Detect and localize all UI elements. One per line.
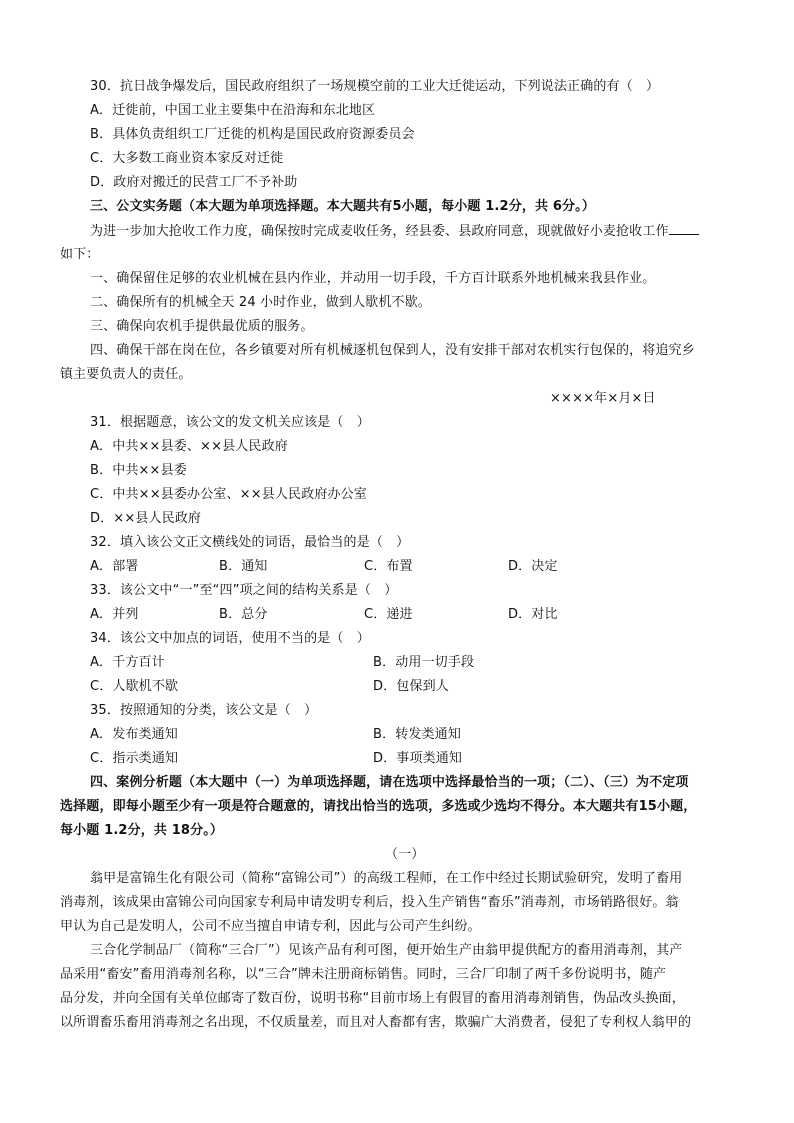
fill-in-blank <box>669 223 699 235</box>
q34-option-d: D．包保到人 <box>373 679 449 694</box>
q32-stem: 32．填入该公文正文横线处的词语，最恰当的是（ ） <box>90 535 410 550</box>
case-paragraph-2-line-3: 品分发，并向全国有关单位邮寄了数百份，说明书称“目前市场上有假冒的畜用消毒剂销售，伪品改头换面， <box>60 991 685 1006</box>
q34-option-c: C．人歇机不歇 <box>90 679 179 694</box>
q34-option-b: B．动用一切手段 <box>373 655 475 670</box>
q30-option-b: B．具体负责组织工厂迁徙的机构是国民政府资源委员会 <box>90 127 415 142</box>
q31-option-d: D．××县人民政府 <box>90 511 202 526</box>
q30-option-a: A．迁徙前，中国工业主要集中在沿海和东北地区 <box>90 103 376 118</box>
case-paragraph-1-line-1: 翁甲是富锦生化有限公司（简称“富锦公司”）的高级工程师，在工作中经过长期试验研究，发明了畜用 <box>90 871 683 886</box>
q32-option-a: A．部署 <box>90 559 139 574</box>
case-paragraph-1-line-2: 消毒剂，该成果由富锦公司向国家专利局申请发明专利后，投入生产销售“畜乐”消毒剂，市场销路很好。翁 <box>60 895 679 910</box>
q30-option-d: D．政府对搬迁的民营工厂不予补助 <box>90 175 298 190</box>
q30-option-c: C．大多数工商业资本家反对迁徙 <box>90 151 284 166</box>
q31-stem: 31．根据题意，该公文的发文机关应该是（ ） <box>90 415 370 430</box>
section4-heading-line-2: 选择题，即每小题至少有一项是符合题意的，请找出恰当的选项，多选或少选均不得分。本大题共有15小题， <box>60 799 697 814</box>
q33-option-a: A．并列 <box>90 607 139 622</box>
case-paragraph-2-line-4: 以所谓畜乐畜用消毒剂之名出现，不仅质量差，而且对人畜都有害，欺骗广大消费者，侵犯了专利权人翁甲的 <box>60 1015 692 1030</box>
q33-option-b: B．总分 <box>219 607 268 622</box>
doc-item-3: 三、确保向农机手提供最优质的服务。 <box>90 319 314 334</box>
q32-option-b: B．通知 <box>219 559 268 574</box>
q33-option-d: D．对比 <box>508 607 558 622</box>
q31-option-c: C．中共××县委办公室、××县人民政府办公室 <box>90 487 367 502</box>
doc-item-4-line-1: 四、确保干部在岗在位，各乡镇要对所有机械逐机包保到人，没有安排干部对农机实行包保的，将追究乡 <box>90 343 695 358</box>
section4-heading-line-3: 每小题 1.2分，共 18分。） <box>60 823 224 838</box>
doc-item-2: 二、确保所有的机械全天 24 小时作业，做到人歇机不歇。 <box>90 295 432 310</box>
q32-option-c: C．布置 <box>364 559 413 574</box>
case-paragraph-1-line-3: 甲认为自己是发明人，公司不应当擅自申请专利，因此与公司产生纠纷。 <box>60 919 481 934</box>
q34-stem: 34．该公文中加点的词语，使用不当的是（ ） <box>90 631 370 646</box>
case-label: （一） <box>385 847 425 862</box>
q35-option-d: D．事项类通知 <box>373 751 463 766</box>
q35-option-b: B．转发类通知 <box>373 727 461 742</box>
doc-item-1: 一、确保留住足够的农业机械在县内作业，并动用一切手段，千方百计联系外地机械来我县作业。 <box>90 271 656 286</box>
q30-stem: 30．抗日战争爆发后，国民政府组织了一场规模空前的工业大迁徙运动，下列说法正确的有（ ） <box>90 79 660 94</box>
q32-option-d: D．决定 <box>508 559 558 574</box>
doc-intro-line-1 <box>90 223 699 240</box>
section3-heading: 三、公文实务题（本大题为单项选择题。本大题共有5小题，每小题 1.2分，共 6分。） <box>90 199 595 214</box>
doc-date: ××××年×月×日 <box>550 391 656 406</box>
q35-option-a: A．发布类通知 <box>90 727 178 742</box>
case-paragraph-2-line-2: 品采用“畜安”畜用消毒剂名称，以“三合”牌未注册商标销售。同时，三合厂印制了两千多份说明书，随产 <box>60 967 667 982</box>
q33-stem: 33．该公文中“一”至“四”项之间的结构关系是（ ） <box>90 583 398 598</box>
q35-option-c: C．指示类通知 <box>90 751 179 766</box>
q31-option-b: B．中共××县委 <box>90 463 187 478</box>
q33-option-c: C．递进 <box>364 607 413 622</box>
doc-item-4-line-2: 镇主要负责人的责任。 <box>60 367 192 382</box>
q34-option-a: A．千方百计 <box>90 655 165 670</box>
doc-intro-text: 为进一步加大抢收工作力度，确保按时完成麦收任务，经县委、县政府同意，现就做好小麦抢收工作 <box>90 224 669 239</box>
doc-intro-line-2: 如下： <box>60 247 100 262</box>
q35-stem: 35．按照通知的分类，该公文是（ ） <box>90 703 318 718</box>
q31-option-a: A．中共××县委、××县人民政府 <box>90 439 288 454</box>
section4-heading-line-1: 四、案例分析题（本大题中（一）为单项选择题，请在选项中选择最恰当的一项；（二）、（三）为不定项 <box>90 775 689 790</box>
case-paragraph-2-line-1: 三合化学制品厂（简称“三合厂”）见该产品有利可图，便开始生产由翁甲提供配方的畜用消毒剂，其产 <box>90 943 683 958</box>
